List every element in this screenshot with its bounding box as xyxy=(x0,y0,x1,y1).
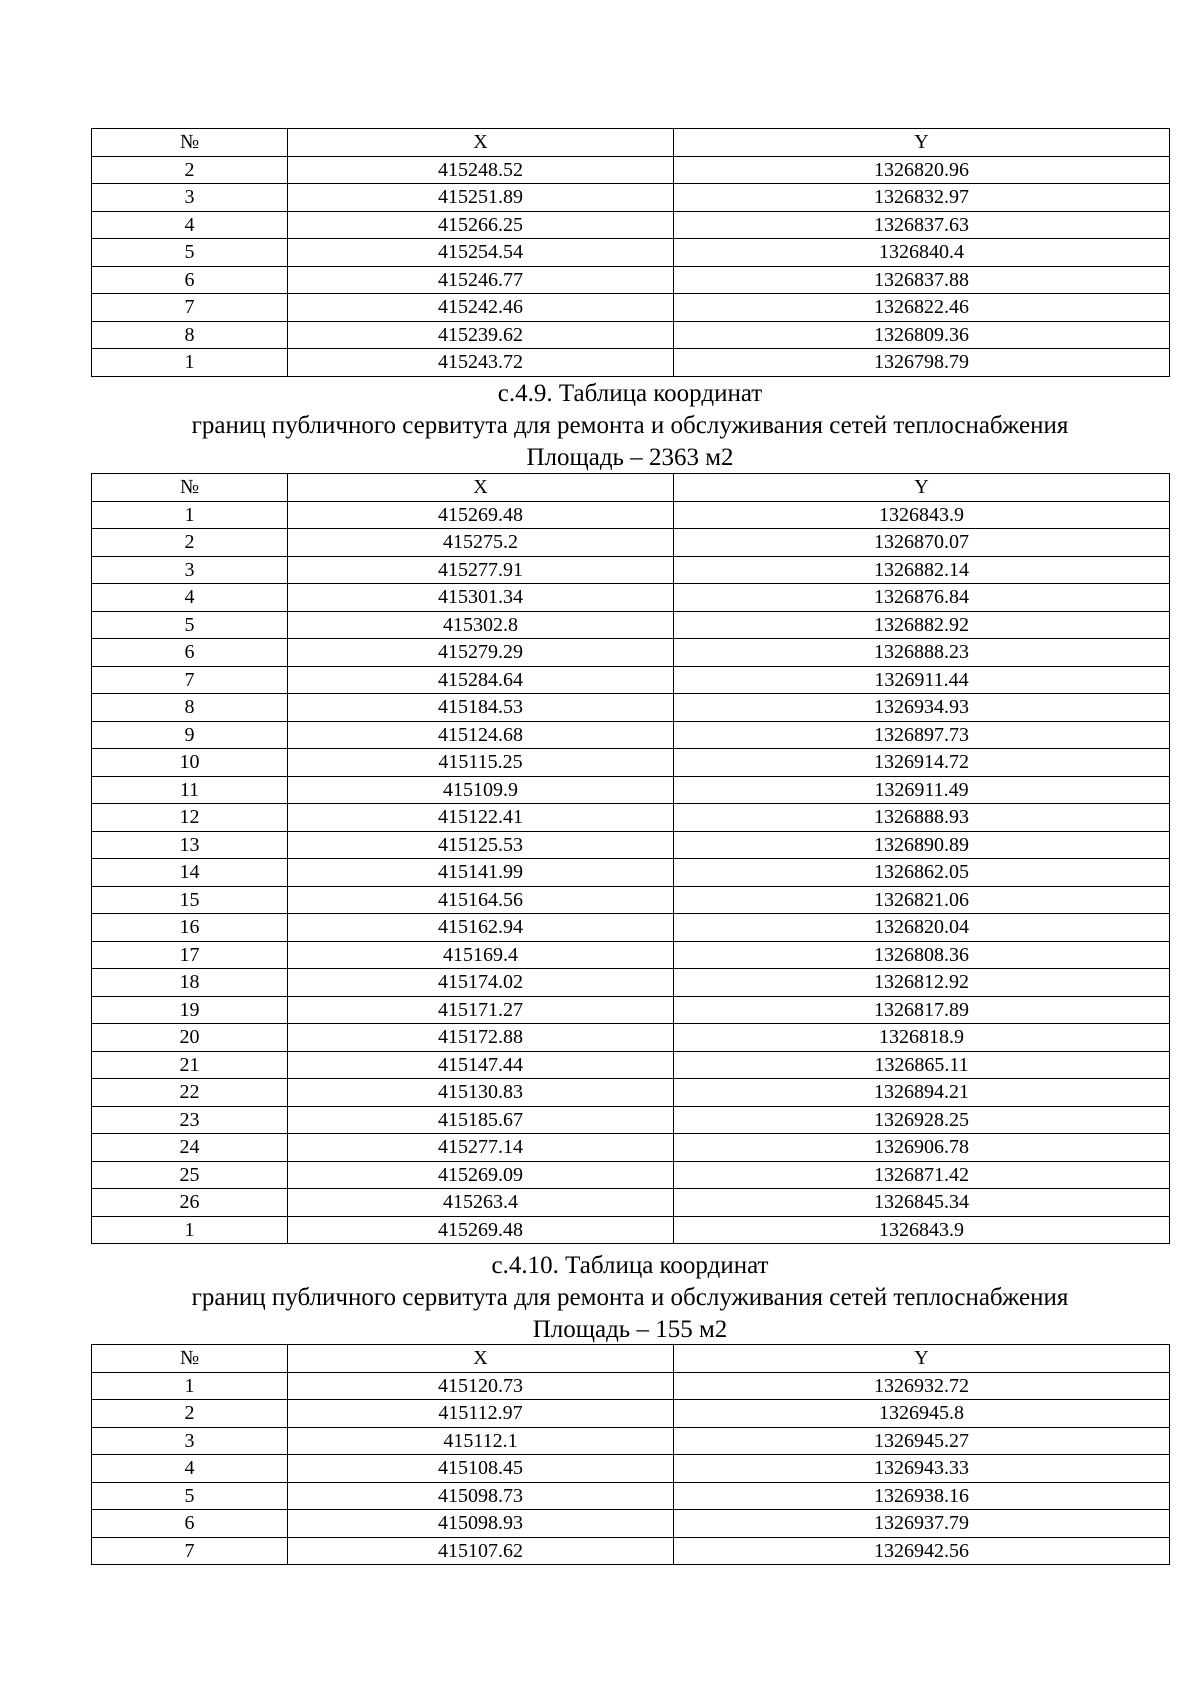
table-row xyxy=(92,1161,1170,1189)
cell-x: 415171.27 xyxy=(288,996,674,1024)
cell-y: 1326843.9 xyxy=(674,501,1170,529)
table-row xyxy=(92,694,1170,722)
cell-x: 415164.56 xyxy=(288,886,674,914)
cell-number: 8 xyxy=(92,694,288,722)
cell-x: 415239.62 xyxy=(288,321,674,349)
cell-x: 415172.88 xyxy=(288,1024,674,1052)
cell-number: 4 xyxy=(92,584,288,612)
cell-y: 1326945.8 xyxy=(674,1400,1170,1428)
cell-number: 12 xyxy=(92,804,288,832)
cell-number: 5 xyxy=(92,239,288,267)
table-row xyxy=(92,1051,1170,1079)
table-row xyxy=(92,1024,1170,1052)
cell-x: 415301.34 xyxy=(288,584,674,612)
table-row xyxy=(92,969,1170,997)
cell-number: 1 xyxy=(92,501,288,529)
cell-x: 415098.93 xyxy=(288,1510,674,1538)
cell-number: 13 xyxy=(92,831,288,859)
cell-y: 1326906.78 xyxy=(674,1134,1170,1162)
cell-y: 1326862.05 xyxy=(674,859,1170,887)
column-header-number: № xyxy=(92,1345,288,1373)
cell-x: 415277.14 xyxy=(288,1134,674,1162)
table-row xyxy=(92,611,1170,639)
cell-number: 6 xyxy=(92,266,288,294)
cell-x: 415109.9 xyxy=(288,776,674,804)
cell-number: 23 xyxy=(92,1106,288,1134)
cell-number: 4 xyxy=(92,211,288,239)
cell-y: 1326837.63 xyxy=(674,211,1170,239)
table-row xyxy=(92,266,1170,294)
table-row xyxy=(92,1537,1170,1565)
area-label: Площадь – 155 м2 xyxy=(532,1316,728,1343)
cell-x: 415124.68 xyxy=(288,721,674,749)
cell-number: 1 xyxy=(92,1372,288,1400)
cell-number: 3 xyxy=(92,1427,288,1455)
cell-x: 415243.72 xyxy=(288,349,674,377)
cell-number: 22 xyxy=(92,1079,288,1107)
table-row xyxy=(92,1400,1170,1428)
cell-y: 1326808.36 xyxy=(674,941,1170,969)
cell-number: 7 xyxy=(92,1537,288,1565)
table-row xyxy=(92,349,1170,377)
cell-number: 16 xyxy=(92,914,288,942)
cell-number: 1 xyxy=(92,349,288,377)
cell-number: 7 xyxy=(92,666,288,694)
cell-number: 21 xyxy=(92,1051,288,1079)
cell-x: 415185.67 xyxy=(288,1106,674,1134)
table-row xyxy=(92,776,1170,804)
table-caption xyxy=(91,378,1169,474)
table-row xyxy=(92,1482,1170,1510)
column-header-y: Y xyxy=(674,129,1170,157)
cell-x: 415269.09 xyxy=(288,1161,674,1189)
table-row xyxy=(92,1134,1170,1162)
cell-number: 4 xyxy=(92,1455,288,1483)
cell-number: 5 xyxy=(92,1482,288,1510)
cell-x: 415279.29 xyxy=(288,639,674,667)
table-row xyxy=(92,749,1170,777)
cell-y: 1326820.96 xyxy=(674,156,1170,184)
cell-x: 415112.1 xyxy=(288,1427,674,1455)
area-label: Площадь – 2363 м2 xyxy=(526,444,734,471)
table-row xyxy=(92,996,1170,1024)
table-row xyxy=(92,1455,1170,1483)
table-row xyxy=(92,1079,1170,1107)
table-subtitle: границ публичного сервитута для ремонта и обслуживания сетей теплоснабжения xyxy=(191,1284,1069,1311)
cell-y: 1326837.88 xyxy=(674,266,1170,294)
cell-y: 1326914.72 xyxy=(674,749,1170,777)
column-header-x: X xyxy=(288,474,674,502)
table-row xyxy=(92,831,1170,859)
cell-x: 415130.83 xyxy=(288,1079,674,1107)
coordinates-table xyxy=(91,1344,1170,1565)
table-caption xyxy=(91,1250,1169,1346)
cell-number: 24 xyxy=(92,1134,288,1162)
cell-number: 2 xyxy=(92,1400,288,1428)
table-row xyxy=(92,294,1170,322)
cell-y: 1326888.23 xyxy=(674,639,1170,667)
cell-y: 1326890.89 xyxy=(674,831,1170,859)
cell-y: 1326942.56 xyxy=(674,1537,1170,1565)
cell-x: 415108.45 xyxy=(288,1455,674,1483)
cell-number: 19 xyxy=(92,996,288,1024)
table-row xyxy=(92,1427,1170,1455)
cell-x: 415242.46 xyxy=(288,294,674,322)
cell-number: 2 xyxy=(92,156,288,184)
cell-x: 415266.25 xyxy=(288,211,674,239)
cell-x: 415169.4 xyxy=(288,941,674,969)
column-header-y: Y xyxy=(674,1345,1170,1373)
table-header-row xyxy=(92,1345,1170,1373)
cell-y: 1326798.79 xyxy=(674,349,1170,377)
cell-y: 1326934.93 xyxy=(674,694,1170,722)
table-row xyxy=(92,914,1170,942)
cell-x: 415147.44 xyxy=(288,1051,674,1079)
cell-y: 1326911.44 xyxy=(674,666,1170,694)
cell-y: 1326911.49 xyxy=(674,776,1170,804)
cell-number: 2 xyxy=(92,529,288,557)
table-row xyxy=(92,1189,1170,1217)
cell-x: 415120.73 xyxy=(288,1372,674,1400)
table-row xyxy=(92,1510,1170,1538)
table-row xyxy=(92,156,1170,184)
table-row xyxy=(92,556,1170,584)
column-header-x: X xyxy=(288,129,674,157)
cell-x: 415302.8 xyxy=(288,611,674,639)
cell-number: 15 xyxy=(92,886,288,914)
cell-number: 17 xyxy=(92,941,288,969)
cell-number: 20 xyxy=(92,1024,288,1052)
cell-number: 25 xyxy=(92,1161,288,1189)
cell-number: 3 xyxy=(92,184,288,212)
cell-number: 14 xyxy=(92,859,288,887)
cell-x: 415284.64 xyxy=(288,666,674,694)
cell-y: 1326818.9 xyxy=(674,1024,1170,1052)
cell-number: 18 xyxy=(92,969,288,997)
cell-x: 415162.94 xyxy=(288,914,674,942)
table-row xyxy=(92,666,1170,694)
cell-y: 1326865.11 xyxy=(674,1051,1170,1079)
cell-y: 1326928.25 xyxy=(674,1106,1170,1134)
cell-number: 6 xyxy=(92,1510,288,1538)
cell-x: 415277.91 xyxy=(288,556,674,584)
cell-y: 1326821.06 xyxy=(674,886,1170,914)
cell-y: 1326937.79 xyxy=(674,1510,1170,1538)
cell-y: 1326832.97 xyxy=(674,184,1170,212)
cell-number: 7 xyxy=(92,294,288,322)
coordinates-table xyxy=(91,128,1170,377)
cell-number: 11 xyxy=(92,776,288,804)
cell-y: 1326894.21 xyxy=(674,1079,1170,1107)
cell-y: 1326876.84 xyxy=(674,584,1170,612)
cell-x: 415122.41 xyxy=(288,804,674,832)
table-row xyxy=(92,639,1170,667)
cell-number: 3 xyxy=(92,556,288,584)
cell-x: 415275.2 xyxy=(288,529,674,557)
cell-x: 415125.53 xyxy=(288,831,674,859)
table-row xyxy=(92,501,1170,529)
cell-y: 1326817.89 xyxy=(674,996,1170,1024)
column-header-y: Y xyxy=(674,474,1170,502)
cell-number: 8 xyxy=(92,321,288,349)
table-row xyxy=(92,1106,1170,1134)
table-row xyxy=(92,321,1170,349)
cell-x: 415248.52 xyxy=(288,156,674,184)
cell-number: 5 xyxy=(92,611,288,639)
cell-y: 1326845.34 xyxy=(674,1189,1170,1217)
cell-y: 1326843.9 xyxy=(674,1216,1170,1244)
table-row xyxy=(92,886,1170,914)
table-row xyxy=(92,1372,1170,1400)
cell-y: 1326809.36 xyxy=(674,321,1170,349)
cell-y: 1326945.27 xyxy=(674,1427,1170,1455)
cell-number: 1 xyxy=(92,1216,288,1244)
cell-x: 415115.25 xyxy=(288,749,674,777)
coordinates-table xyxy=(91,473,1170,1244)
cell-x: 415269.48 xyxy=(288,501,674,529)
cell-y: 1326820.04 xyxy=(674,914,1170,942)
cell-number: 6 xyxy=(92,639,288,667)
cell-y: 1326822.46 xyxy=(674,294,1170,322)
table-row xyxy=(92,941,1170,969)
cell-x: 415174.02 xyxy=(288,969,674,997)
cell-y: 1326882.14 xyxy=(674,556,1170,584)
cell-x: 415107.62 xyxy=(288,1537,674,1565)
cell-y: 1326882.92 xyxy=(674,611,1170,639)
cell-y: 1326871.42 xyxy=(674,1161,1170,1189)
cell-y: 1326943.33 xyxy=(674,1455,1170,1483)
cell-y: 1326870.07 xyxy=(674,529,1170,557)
table-header-row xyxy=(92,129,1170,157)
column-header-x: X xyxy=(288,1345,674,1373)
cell-x: 415251.89 xyxy=(288,184,674,212)
cell-x: 415112.97 xyxy=(288,1400,674,1428)
cell-y: 1326888.93 xyxy=(674,804,1170,832)
table-title: с.4.10. Таблица координат xyxy=(491,1252,769,1279)
cell-y: 1326840.4 xyxy=(674,239,1170,267)
cell-y: 1326897.73 xyxy=(674,721,1170,749)
cell-number: 10 xyxy=(92,749,288,777)
table-subtitle: границ публичного сервитута для ремонта и обслуживания сетей теплоснабжения xyxy=(191,412,1069,439)
column-header-number: № xyxy=(92,474,288,502)
cell-number: 9 xyxy=(92,721,288,749)
cell-number: 26 xyxy=(92,1189,288,1217)
table-header-row xyxy=(92,474,1170,502)
cell-x: 415269.48 xyxy=(288,1216,674,1244)
table-row xyxy=(92,859,1170,887)
cell-x: 415141.99 xyxy=(288,859,674,887)
table-row xyxy=(92,529,1170,557)
column-header-number: № xyxy=(92,129,288,157)
cell-x: 415098.73 xyxy=(288,1482,674,1510)
table-row xyxy=(92,211,1170,239)
cell-y: 1326812.92 xyxy=(674,969,1170,997)
cell-x: 415263.4 xyxy=(288,1189,674,1217)
table-row xyxy=(92,721,1170,749)
cell-x: 415246.77 xyxy=(288,266,674,294)
table-title: с.4.9. Таблица координат xyxy=(497,380,763,407)
cell-x: 415184.53 xyxy=(288,694,674,722)
table-row xyxy=(92,804,1170,832)
cell-y: 1326932.72 xyxy=(674,1372,1170,1400)
cell-x: 415254.54 xyxy=(288,239,674,267)
table-row xyxy=(92,239,1170,267)
table-row xyxy=(92,584,1170,612)
table-row xyxy=(92,1216,1170,1244)
table-row xyxy=(92,184,1170,212)
cell-y: 1326938.16 xyxy=(674,1482,1170,1510)
